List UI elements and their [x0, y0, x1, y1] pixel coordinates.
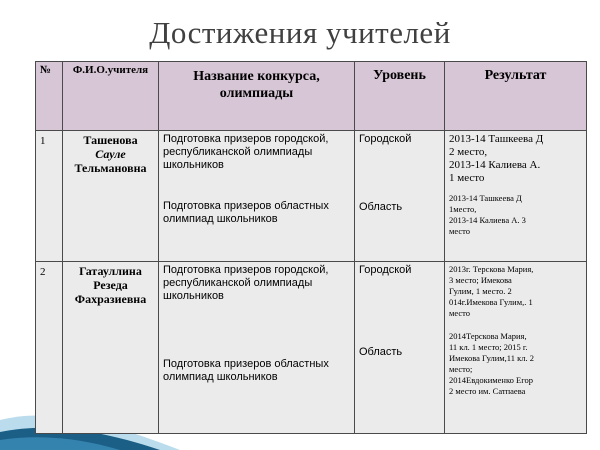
result-cell [445, 262, 587, 434]
header-result-cell [445, 62, 587, 131]
header-competition: Название конкурса, олимпиады [193, 69, 320, 101]
result-line: Имекова Гулим,11 кл. 2 [449, 353, 534, 363]
result-line: 2013-14 Калиева А. 3 [449, 215, 526, 225]
result-line: место [449, 226, 470, 236]
result-line: 2014Терскова Мария, [449, 331, 527, 341]
result-line: 3 место; Имекова [449, 275, 512, 285]
teacher-surname: Гатауллина [79, 264, 142, 278]
result-line: 1место, [449, 204, 477, 214]
level-city: Городской [359, 264, 412, 276]
teacher-name-cell [63, 262, 159, 434]
row-num-cell [36, 262, 63, 434]
teacher-patronymic: Фахразиевна [74, 292, 147, 306]
result-line: 2 место, [449, 146, 488, 158]
row-number: 1 [40, 135, 46, 147]
result-line: 11 кл. 1 место; 2015 г. [449, 342, 528, 352]
level-cell [355, 131, 445, 262]
teacher-surname: Ташенова [83, 133, 138, 147]
teacher-first-name: Резеда [93, 278, 128, 292]
level-cell [355, 262, 445, 434]
table-row [36, 262, 587, 434]
competition-region: Подготовка призеров областных олимпиад школьников [163, 200, 329, 225]
result-line: 2013-14 Ташкеева Д [449, 193, 522, 203]
slide-title: Достижения учителей [149, 15, 451, 50]
competition-cell [159, 131, 355, 262]
result-line: Гулим, 1 место. 2 [449, 286, 512, 296]
header-competition-cell [159, 62, 355, 131]
header-level-cell [355, 62, 445, 131]
result-line: 014г.Имекова Гулим,. 1 [449, 297, 533, 307]
level-city: Городской [359, 133, 412, 145]
result-cell [445, 131, 587, 262]
header-fio: Ф.И.О.учителя [72, 64, 149, 76]
result-line: место [449, 308, 470, 318]
header-result: Результат [484, 68, 547, 83]
header-num: № [40, 64, 52, 76]
competition-cell [159, 262, 355, 434]
header-num-cell [36, 62, 63, 131]
result-line: 2013-14 Калиева А. [449, 159, 541, 171]
result-line: место; [449, 364, 473, 374]
result-line: 2013г. Терскова Мария, [449, 264, 534, 274]
teacher-first-name: Сауле [95, 147, 126, 161]
competition-region: Подготовка призеров областных олимпиад школьников [163, 358, 329, 383]
achievements-table [35, 61, 587, 434]
competition-city: Подготовка призеров городской, республиканской олимпиады школьников [163, 264, 329, 302]
result-line: 2014Евдокименко Егор [449, 375, 533, 385]
result-line: 2 место им. Сатпаева [449, 386, 526, 396]
teacher-patronymic: Тельмановна [74, 161, 147, 175]
table-row [36, 131, 587, 262]
row-num-cell [36, 131, 63, 262]
header-fio-cell [63, 62, 159, 131]
header-level: Уровень [373, 68, 426, 83]
competition-city: Подготовка призеров городской, республиканской олимпиады школьников [163, 133, 329, 171]
row-number: 2 [40, 266, 46, 278]
level-region: Область [359, 346, 403, 358]
result-line: 2013-14 Ташкеева Д [449, 133, 544, 145]
teacher-name-cell [63, 131, 159, 262]
table-header-row [36, 62, 587, 131]
level-region: Область [359, 201, 403, 213]
result-line: 1 место [449, 172, 485, 184]
